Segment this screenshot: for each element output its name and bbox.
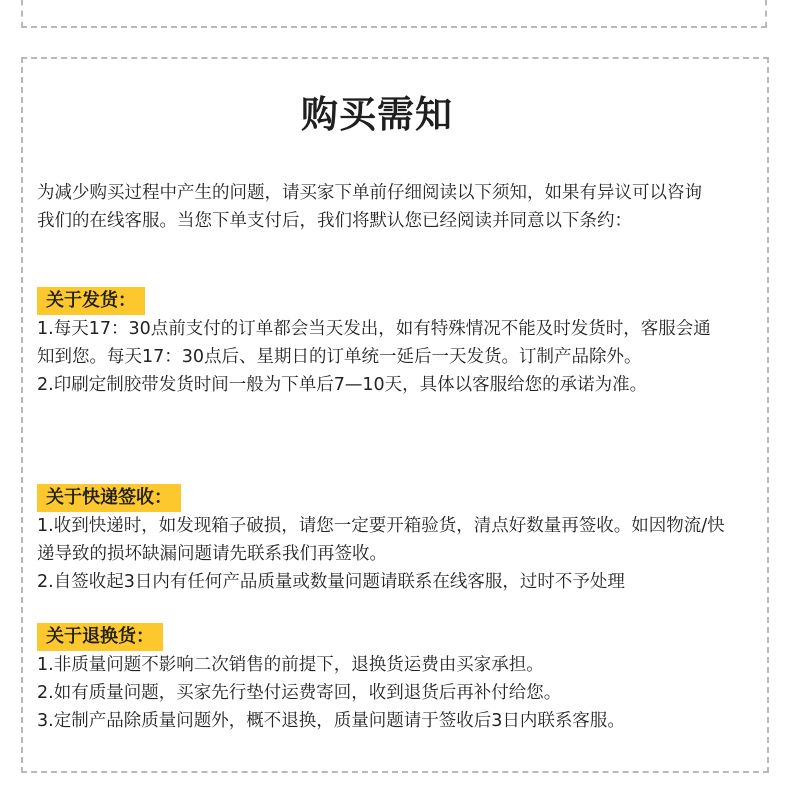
section-body-returns: [37, 651, 727, 735]
list-item: 1.每天17：30点前支付的订单都会当天发出，如有特殊情况不能及时发货时，客服会通知到您。每天17：30点后、星期日的订单统一延后一天发货。订制产品除外。: [37, 319, 711, 367]
list-item: 1.收到快递时，如发现箱子破损，请您一定要开箱验货，清点好数量再签收。如因物流/快递导致的损坏缺漏问题请先联系我们再签收。: [37, 516, 725, 564]
list-item: 1.非质量问题不影响二次销售的前提下，退换货运费由买家承担。: [37, 655, 544, 675]
top-dashed-frame: [21, 0, 767, 28]
section-body-shipping: [37, 315, 727, 399]
list-item: 3.定制产品除质量问题外，概不退换，质量问题请于签收后3日内联系客服。: [37, 711, 625, 731]
section-heading-delivery-signing: 关于快递签收：: [37, 484, 181, 512]
section-returns: [37, 623, 727, 735]
list-item: 2.印刷定制胶带发货时间一般为下单后7—10天，具体以客服给您的承诺为准。: [37, 375, 648, 395]
section-heading-shipping: 关于发货：: [37, 287, 145, 315]
section-shipping: [37, 287, 727, 399]
list-item: 2.如有质量问题，买家先行垫付运费寄回，收到退货后再补付给您。: [37, 683, 562, 703]
intro-paragraph: 为减少购买过程中产生的问题，请买家下单前仔细阅读以下须知，如果有异议可以咨询我们的在线客服。当您下单支付后，我们将默认您已经阅读并同意以下条约：: [37, 183, 702, 231]
section-delivery-signing: [37, 484, 727, 596]
section-heading-returns: 关于退换货：: [37, 623, 163, 651]
section-body-delivery-signing: [37, 512, 727, 596]
list-item: 2.自签收起3日内有任何产品质量或数量问题请联系在线客服，过时不予处理: [37, 572, 625, 592]
page-title: 购买需知: [301, 93, 453, 136]
